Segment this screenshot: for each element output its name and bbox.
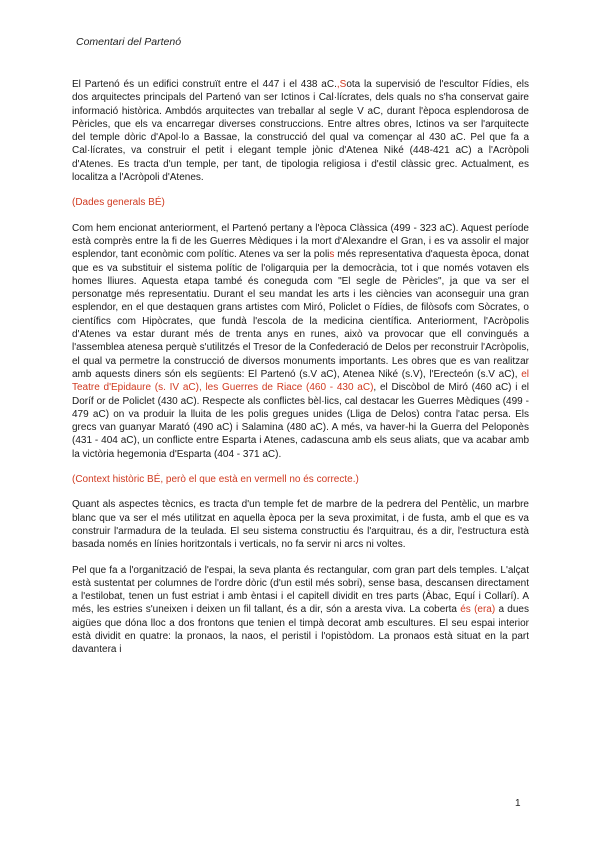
paragraph-historical-context: [72, 222, 529, 461]
space-text-2: a dues aigües que dóna lloc a dos frontons que tenien el timpà decorat amb escultures. El seu espai interior està dividit en quatre: la pronaos, la naos, el peristil i l'opistòdom. La pronaos està situat en la part davantera i: [72, 604, 529, 656]
context-correction-mark: s: [329, 249, 335, 261]
space-correction-mark: és (era): [460, 604, 496, 616]
context-text-3: , el Discòbol de Miró (460 aC) i el Doríf or de Policlet (430 aC). Respecte als conflictes bèl·lics, cal destacar les Guerres Mèdiques (499 - 479 aC) on va produir la lluita de les polis gregues unides (Lliga de Delos) contra l'atac persa. Els grecs van guanyar Marató (490 aC) i Salamina (480 aC). A més, va haver-hi la Guerra del Peloponès (431 - 404 aC), un conflicte entre Esparta i Atenes, cadascuna amb els seus aliats, que va acabar amb la victòria hegemonia d'Esparta (404 - 371 aC).: [72, 382, 529, 460]
context-text-2: més representativa d'aquesta època, donat que es va substituir el sistema polític de l'oligarquia per la democràcia, tot i que només votaven els homes lliures. Aquesta etapa també és coneguda com "El segle de Pèricles", ja que va ser el personatge més representatiu. Durant el seu mandat les arts i les ciències van aconseguir una gran esplendor, en el que destaquen grans artistes com Miró, Policlet o Fídies, de filòsofs com Sòcrates, o científics com Hipòcrates, que fundà l'escola de la medicina científica. Anteriorment, l'Acròpolis d'Atenes va estar durant més de trenta anys en runes, això va provocar que ell convingués a l'assemblea atenesa perquè s'utilitzés el Tresor de la Confederació de Delos per reconstruir l'Acròpolis, el qual va permetre la construcció de diversos monuments importants. Les obres que es van realitzar amb aquests diners són els següents: El Partenó (s.V aC), Atenea Niké (s.V), l'Erecteón (s.V aC),: [72, 249, 529, 380]
page-number: 1: [515, 798, 521, 809]
intro-correction-mark: ,S: [336, 79, 347, 90]
paragraph-technical-aspects: Quant als aspectes tècnics, es tracta d'un temple fet de marbre de la pedrera del Pentèlic, un marbre blanc que va ser el més utilitzat en aquella època per la seva proximitat, i de fusta, amb el que es va construir l'armadura de la teulada. El seu sistema constructiu és l'arquitrau, és a dir, l'estructura està basada només en línies horitzontals i verticals, no fa servir ni arcs ni voltes.: [72, 499, 529, 551]
paragraph-space-organization: [72, 564, 529, 657]
document-header: Comentari del Partenó: [76, 36, 182, 48]
paragraph-intro: [72, 78, 529, 184]
document-body: [72, 78, 529, 669]
intro-text-1: El Partenó és un edifici construït entre el 447 i el 438 aC.: [72, 79, 337, 90]
intro-text-2: ota la supervisió de l'escultor Fídies, els dos arquitectes principals del Partenó van ser Ictinos i Cal·lícrates, dels quals no s'ha conservat gaire informació històrica. Ambdós arquitectes van treballar al segle V aC, durant l'època esplendorosa de Pèricles, que els va encarregar diverses construccions. Entre altres obres, Ictinos va ser l'arquitecte del temple dòric d'Apol·lo a Bassae, la construcció del qual va començar al 430 aC. Pel que fa a Cal·lícrates, va construir el petit i elegant temple jònic d'Atenea Niké (448-421 aC) a l'Acròpoli d'Atenes. Es tracta d'un temple, per tant, de tipologia religiosa i d'estil clàssic grec. Actualment, es localitza a l'Acròpoli d'Atenes.: [72, 79, 529, 184]
teacher-note-general-data: (Dades generals BÉ): [72, 197, 165, 209]
context-text-1: Com hem encionat anteriorment, el Partenó pertany a l'època Clàssica (499 - 323 aC). Aquest període està comprès entre la fi de les Guerres Mèdiques i la mort d'Alexandre el Gran, i es va assolir el major esplendor, tant econòmic com polític. Atenes va ser la poli: [72, 222, 529, 261]
space-text-1: Pel que fa a l'organització de l'espai, la seva planta és rectangular, com gran part dels temples. L'alçat està sustentat per columnes de l'ordre dòric (d'un estil més sobri), sense basa, descansen directament a l'estilobat, tenen un fust estriat i amb èntasi i el capitell dividit en tres parts (Àbac, Equí i Collarí). A més, les estries s'uneixen i deixen un fil tallant, és a dir, són a aresta viva. La coberta: [72, 564, 529, 616]
teacher-note-historical-context: (Context històric BÉ, però el que està en vermell no és correcte.): [72, 474, 359, 486]
context-incorrect-highlight: el Teatre d'Epidaure (s. IV aC), les Guerres de Riace (460 - 430 aC): [72, 368, 529, 394]
